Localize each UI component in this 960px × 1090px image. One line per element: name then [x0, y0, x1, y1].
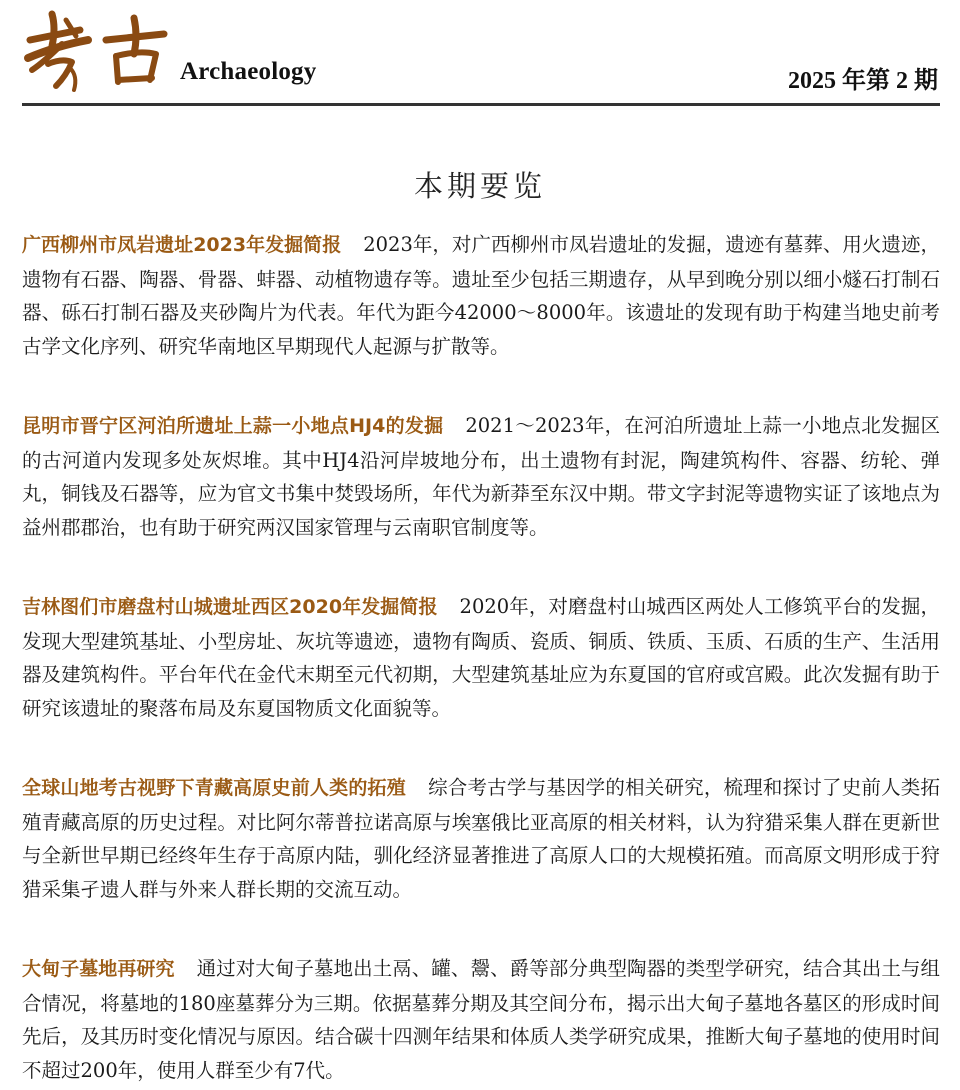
- kaogu-calligraphy-logo: [22, 6, 172, 94]
- article-abstract: 2020年，对磨盘村山城西区两处人工修筑平台的发掘，发现大型建筑基址、小型房址、灰坑等遗迹，遗物有陶质、瓷质、铜质、铁质、玉质、石质的生产、生活用器及建筑构件。平台年代在金代末期至元代初期，大型建筑基址应为东夏国的官府或宫殿。此次发掘有助于研究该遗址的聚落布局及东夏国物质文化面貌等。: [22, 595, 940, 720]
- article-item: [22, 590, 940, 725]
- masthead: [0, 0, 960, 110]
- article-item: [22, 771, 940, 906]
- article-title[interactable]: 全球山地考古视野下青藏高原史前人类的拓殖: [22, 777, 406, 799]
- article-abstract: 2023年，对广西柳州市凤岩遗址的发掘，遗迹有墓葬、用火遗迹，遗物有石器、陶器、骨器、蚌器、动植物遗存等。遗址至少包括三期遗存，从早到晚分别以细小燧石打制石器、砾石打制石器及夹砂陶片为代表。年代为距今42000～8000年。该遗址的发现有助于构建当地史前考古学文化序列、研究华南地区早期现代人起源与扩散等。: [22, 233, 940, 358]
- article-abstract: 通过对大甸子墓地出土鬲、罐、鬶、爵等部分典型陶器的类型学研究，结合其出土与组合情况，将墓地的180座墓葬分为三期。依据墓葬分期及其空间分布，揭示出大甸子墓地各墓区的形成时间先后，及其历时变化情况与原因。结合碳十四测年结果和体质人类学研究成果，推断大甸子墓地的使用时间不超过200年，使用人群至少有7代。: [22, 957, 940, 1082]
- article-title[interactable]: 广西柳州市凤岩遗址2023年发掘简报: [22, 234, 342, 256]
- article-list: [22, 228, 940, 1087]
- article-abstract: 2021～2023年，在河泊所遗址上蒜一小地点北发掘区的古河道内发现多处灰烬堆。其中HJ4沿河岸坡地分布，出土遗物有封泥，陶建筑构件、容器、纺轮、弹丸，铜钱及石器等，应为官文书集中焚毁场所，年代为新莽至东汉中期。带文字封泥等遗物实证了该地点为益州郡郡治，也有助于研究两汉国家管理与云南职官制度等。: [22, 414, 940, 539]
- journal-logo: [22, 6, 172, 94]
- journal-english-name: Archaeology: [180, 58, 317, 85]
- issue-number: 2025 年第 2 期: [788, 68, 938, 94]
- article-title[interactable]: 大甸子墓地再研究: [22, 958, 175, 980]
- article-title[interactable]: 吉林图们市磨盘村山城遗址西区2020年发掘简报: [22, 596, 438, 618]
- article-item: [22, 228, 940, 363]
- section-title: 本期要览: [413, 169, 546, 203]
- article-title[interactable]: 昆明市晋宁区河泊所遗址上蒜一小地点HJ4的发掘: [22, 415, 444, 437]
- article-abstract: 综合考古学与基因学的相关研究，梳理和探讨了史前人类拓殖青藏高原的历史过程。对比阿尔蒂普拉诺高原与埃塞俄比亚高原的相关材料，认为狩猎采集人群在更新世与全新世早期已经终年生存于高原内陆，驯化经济显著推进了高原人口的大规模拓殖。而高原文明形成于狩猎采集孑遗人群与外来人群长期的交流互动。: [22, 776, 940, 901]
- article-item: [22, 409, 940, 544]
- header-divider: [22, 103, 940, 106]
- article-item: [22, 952, 940, 1087]
